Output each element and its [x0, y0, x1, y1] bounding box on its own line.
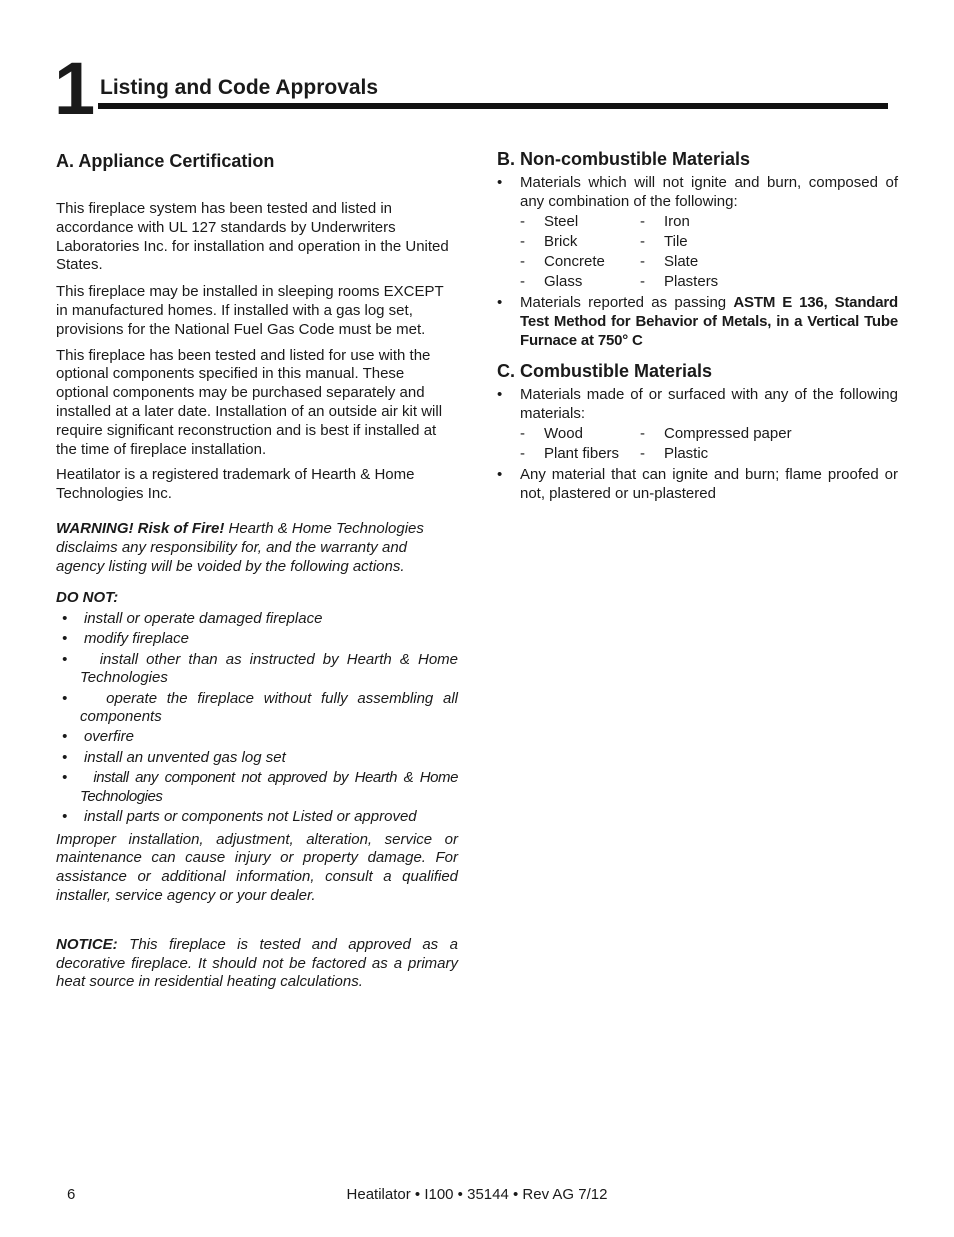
material-item: - Iron [640, 212, 690, 230]
material-item: - Plastic [640, 445, 709, 463]
warning-text: Hearth & Home Technologies disclaims any responsibility for, and the warranty and agency listing will be voided by the following actions. [56, 519, 424, 575]
list-item: • install any component not approved by Hearth & Home Technologies [62, 768, 458, 805]
material-item: - Brick [520, 232, 578, 250]
material-item: - Tile [640, 232, 688, 250]
list-item: • install or operate damaged fireplace [62, 610, 323, 628]
chapter-title: Listing and Code Approvals [100, 76, 379, 99]
material-item: - Steel [520, 212, 579, 230]
footer-page-number: 6 [67, 1186, 76, 1203]
section-a-heading: A. Appliance Certification [56, 151, 275, 171]
optional-components-paragraph: This fireplace has been tested and listed for use with the optional components specified in this manual. These optional components may be purchased separately and installed at a later date. Installation of an outside air kit will require significant reconstruction and is best if installed at the time of fireplace installation. [56, 346, 443, 458]
list-item: • Materials made of or surfaced with any of the following materials: - Wood - Compressed paper - Plant fibers - Plastic [497, 386, 898, 463]
chapter-number: 1 [54, 47, 94, 130]
combustible-materials-grid [520, 425, 898, 464]
right-column [497, 148, 898, 506]
warning-label: WARNING! Risk of Fire! [56, 519, 225, 537]
material-item: - Wood [520, 424, 583, 442]
list-item: • overfire [62, 728, 134, 746]
material-item: - Compressed paper [640, 424, 792, 442]
non-combustible-materials-grid [520, 213, 898, 292]
notice-paragraph [56, 936, 458, 992]
material-item: - Concrete [520, 252, 605, 270]
title-rule [98, 103, 888, 109]
list-item: • Materials reported as passing ASTM E 136, Standard Test Method for Behavior of Metals, in a Vertical Tube Furnace at 750° C [497, 293, 898, 349]
left-column [56, 150, 458, 992]
list-item: • install parts or components not Listed or approved [62, 807, 417, 825]
certification-paragraph: This fireplace system has been tested and listed in accordance with UL 127 standards by Underwriters Laboratories Inc. for installation and operation in the United States. [56, 200, 449, 274]
do-not-list [56, 610, 458, 827]
improper-installation-paragraph: Improper installation, adjustment, alteration, service or maintenance can cause injury or property damage. For assistance or additional information, consult a qualified installer, service agency or your dealer. [56, 830, 458, 905]
footer-document-reference: Heatilator • I100 • 35144 • Rev AG 7/12 [346, 1186, 608, 1203]
combustible-list [497, 386, 898, 503]
list-item: • install an unvented gas log set [62, 748, 286, 766]
list-item: • install other than as instructed by Hearth & Home Technologies [62, 650, 458, 687]
notice-text: This fireplace is tested and approved as a decorative fireplace. It should not be factored as a primary heat source in residential heating calculations. [56, 935, 458, 991]
non-combustible-list [497, 174, 898, 350]
material-item: - Slate [640, 252, 699, 270]
material-item: - Glass [520, 273, 583, 291]
warning-paragraph [56, 520, 458, 576]
list-item: • Any material that can ignite and burn; flame proofed or not, plastered or un-plastered [497, 465, 898, 502]
section-b-heading: B. Non-combustible Materials [497, 149, 751, 169]
section-c-heading: C. Combustible Materials [497, 361, 713, 382]
do-not-label: DO NOT: [56, 589, 119, 607]
list-item: • Materials which will not ignite and burn, composed of any combination of the following: - Steel - Iron - Brick - Tile - Concrete - Slate - Glass - Plasters [497, 174, 898, 291]
list-item: • modify fireplace [62, 630, 189, 648]
list-item: • operate the fireplace without fully assembling all components [62, 689, 458, 726]
material-item: - Plant fibers [520, 445, 620, 463]
material-item: - Plasters [640, 273, 719, 291]
notice-label: NOTICE: [56, 935, 118, 953]
sleeping-rooms-paragraph: This fireplace may be installed in sleeping rooms EXCEPT in manufactured homes. If installed with a gas log set, provisions for the National Fuel Gas Code must be met. [56, 283, 444, 338]
trademark-paragraph: Heatilator is a registered trademark of Hearth & Home Technologies Inc. [56, 466, 415, 503]
